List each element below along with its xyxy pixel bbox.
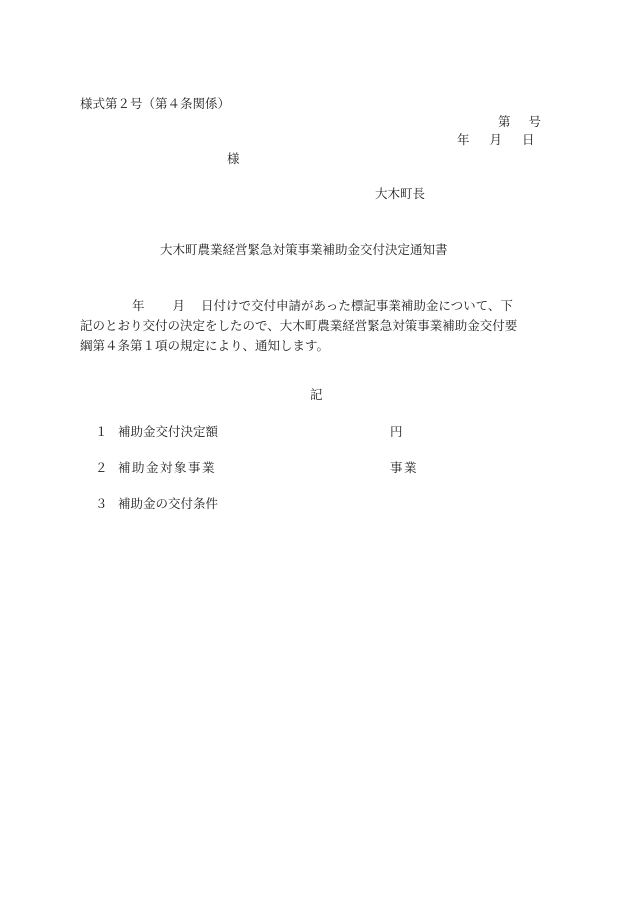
document-title: 大木町農業経営緊急対策事業補助金交付決定通知書 (160, 242, 448, 257)
issuer-name: 大木町長 (375, 186, 426, 201)
document-date (457, 132, 535, 147)
body-line-2: 記のとおり交付の決定をしたので、大木町農業経営緊急対策事業補助金交付要 (80, 318, 518, 333)
document-number-prefix: 第 (498, 114, 511, 129)
date-month: 月 (489, 132, 503, 147)
item-number: ３ (95, 496, 108, 511)
item-value: 円 (390, 424, 403, 439)
item-label: 補助金の交付条件 (118, 496, 219, 511)
item-label: 補助金交付決定額 (118, 424, 219, 439)
body-line-1 (80, 296, 552, 316)
body-line-1-text: 日付けで交付申請があった標記事業補助金について、下 (201, 298, 513, 313)
recipient-honorific: 様 (227, 151, 240, 166)
ki-heading: 記 (310, 387, 323, 402)
date-day: 日 (522, 132, 535, 147)
item-number: ２ (95, 460, 110, 475)
item-number: １ (95, 424, 108, 439)
body-paragraph (80, 296, 552, 356)
list-item (95, 496, 218, 511)
date-year: 年 (457, 132, 470, 147)
document-number-suffix: 号 (528, 114, 542, 129)
item-value: 事業 (390, 460, 419, 475)
list-item (95, 460, 419, 475)
body-line-3: 綱第４条第１項の規定により、通知します。 (80, 338, 330, 353)
list-item (95, 424, 403, 439)
document-number (498, 114, 541, 129)
body-year: 年 (132, 298, 145, 313)
body-month: 月 (172, 298, 186, 313)
form-label: 様式第２号（第４条関係） (80, 96, 231, 111)
item-label: 補助金対象事業 (118, 460, 217, 475)
